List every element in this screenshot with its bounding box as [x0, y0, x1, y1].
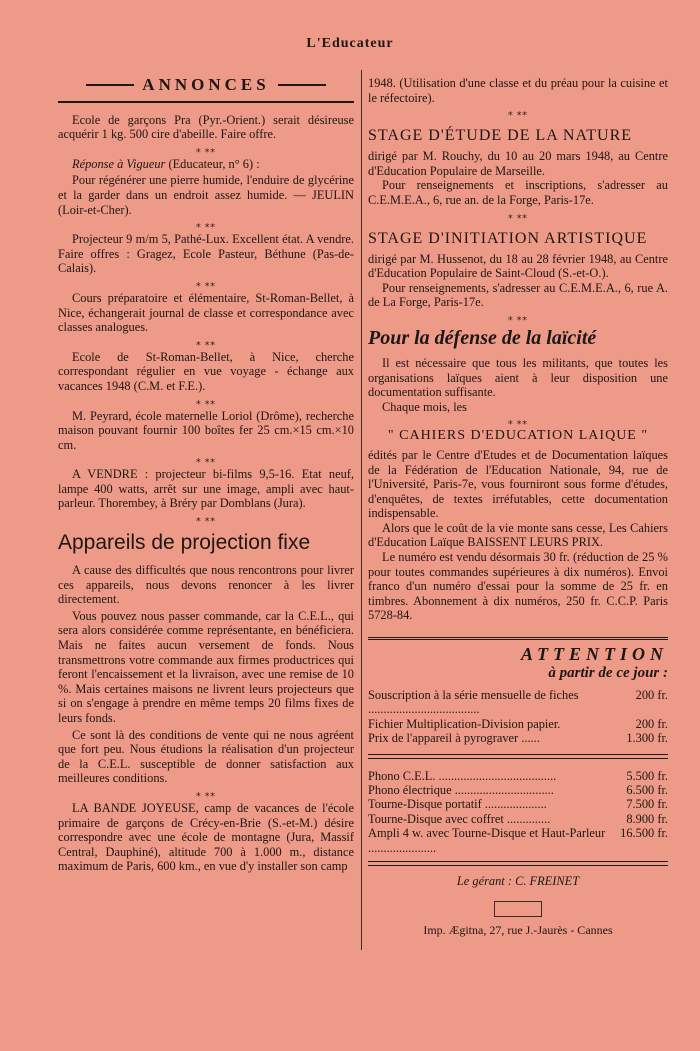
laicite-paragraph: Alors que le coût de la vie monte sans cesse, Les Cahiers d'Education Laïque BAISSENT LEURS PRIX.	[368, 520, 668, 550]
price-row	[368, 783, 668, 797]
stage-art-line: dirigé par M. Hussenot, du 18 au 28 février 1948, au Centre d'Education Populaire de Saint-Cloud (S.-et-O.).	[368, 251, 668, 281]
annonce-item: A VENDRE : projecteur bi-films 9,5-16. Etat neuf, lampe 400 watts, arrêt sur une image, ampli avec haut-parleur. Thorembey, à Bréry par Domblans (Jura).	[58, 467, 354, 511]
separator-stars-icon: ⁎ ⁎⁎	[196, 454, 216, 465]
gerant-line	[368, 874, 668, 889]
bande-joyeuse-text: LA BANDE JOYEUSE, camp de vacances de l'école primaire de garçons de Crécy-en-Brie (S.-et-M.) désire correspondre avec une école de montagne (Jura, Massif Central, Dauphiné), altitude 700 à 1.000 m., distance maximum de Paris, 600 km., en vue d'y installer son camp	[58, 800, 354, 874]
page-header: L'Educateur	[306, 36, 394, 51]
price-value: 5.500 fr.	[626, 768, 668, 783]
left-column	[58, 72, 354, 874]
cahiers-title: " CAHIERS D'EDUCATION LAIQUE "	[387, 428, 649, 444]
separator-stars-icon: ⁎ ⁎⁎	[196, 787, 216, 798]
stage-nature-line: dirigé par M. Rouchy, du 10 au 20 mars 1948, au Centre d'Education Populaire de Marseille.	[368, 149, 668, 178]
annonce-reponse-heading	[58, 157, 354, 172]
price-label: Prix de l'appareil à pyrograver ......	[368, 731, 540, 746]
price-row	[368, 688, 668, 717]
annonce-item: M. Peyrard, école maternelle Loriol (Drôme), recherche maison pouvant fournir 100 boîtes fer 25 cm.×15 cm.×10 cm.	[58, 408, 354, 452]
price-value: 7.500 fr.	[626, 797, 668, 812]
price-row	[368, 717, 668, 731]
annonces-title: ANNONCES	[142, 75, 270, 94]
price-value: 200 fr.	[635, 716, 668, 731]
column-divider	[361, 70, 362, 950]
price-value: 8.900 fr.	[626, 811, 668, 826]
appareils-title: Appareils de projection fixe	[58, 531, 311, 555]
stage-nature-title: STAGE D'ÉTUDE DE LA NATURE	[368, 127, 633, 145]
laicite-paragraph: Il est nécessaire que tous les militants, que toutes les organisations laïques aient à leur disposition une documentation suffisante.	[368, 355, 668, 400]
price-row	[368, 769, 668, 783]
stage-art-title: STAGE D'INITIATION ARTISTIQUE	[368, 229, 648, 247]
annonce-item: Pour régénérer une pierre humide, l'enduire de glycérine et la garder dans un endroit assez humide. — JEULIN (Loir-et-Cher).	[58, 173, 354, 217]
price-label: Phono électrique ................................	[368, 783, 554, 798]
attention-title: ATTENTION	[520, 644, 668, 665]
price-divider	[368, 754, 668, 759]
stage-art-line: Pour renseignements, s'adresser au C.E.M.E.A., 6, rue A. de La Forge, Paris-17e.	[368, 280, 668, 310]
reponse-ref: (Educateur, n° 6) :	[168, 156, 260, 171]
price-label: Tourne-Disque portatif ....................	[368, 797, 547, 812]
appareils-paragraph: A cause des difficultés que nous rencontrons pour livrer ces appareils, nous devons renoncer à les livrer directement.	[58, 563, 354, 607]
attention-box	[368, 637, 668, 937]
price-value: 1.300 fr.	[626, 731, 668, 746]
separator-stars-icon: ⁎ ⁎⁎	[196, 277, 216, 288]
price-row	[368, 826, 668, 855]
price-value: 16.500 fr.	[620, 826, 668, 841]
separator-stars-icon: ⁎ ⁎⁎	[196, 395, 216, 406]
annonce-item: Cours préparatoire et élémentaire, St-Roman-Bellet, à Nice, échangerait journal de classe et correspondance avec classes analogues.	[58, 290, 354, 335]
price-label: Tourne-Disque avec coffret ..............	[368, 811, 551, 826]
separator-stars-icon: ⁎ ⁎⁎	[508, 107, 528, 118]
appareils-paragraph: Vous pouvez nous passer commande, car la C.E.L., qui sera alors considérée comme représentante, en bénéficiera. Mais ne faites aucun versement de fonds. Nous transmettrons votre commande aux firmes productrices qui feront l'encaissement et la livraison, avec une remise de 10 %. Mais certaines maisons ne livrent leurs projecteurs que si on s'engage à prendre en même temps 20 films fixes de leurs fonds.	[58, 608, 354, 725]
separator-stars-icon: ⁎ ⁎⁎	[196, 143, 216, 154]
printer-logo-icon	[494, 901, 542, 917]
price-label: Fichier Multiplication-Division papier.	[368, 716, 561, 731]
laicite-title: Pour la défense de la laïcité	[368, 326, 597, 349]
separator-stars-icon: ⁎ ⁎⁎	[508, 416, 528, 427]
separator-stars-icon: ⁎ ⁎⁎	[196, 219, 216, 230]
laicite-paragraph: Chaque mois, les	[382, 399, 468, 414]
attention-subtitle: à partir de ce jour :	[548, 665, 668, 682]
annonce-item: Projecteur 9 m/m 5, Pathé-Lux. Excellent état. A vendre. Faire offres : Gragez, Ecole Pasteur, Béthune (Pas-de-Calais).	[58, 232, 354, 276]
separator-stars-icon: ⁎ ⁎⁎	[196, 336, 216, 347]
heading-underline	[58, 101, 354, 103]
reponse-title: Réponse à Vigueur	[72, 156, 166, 171]
price-value: 6.500 fr.	[626, 783, 668, 798]
price-label: Souscription à la série mensuelle de fiches ....................................	[368, 688, 579, 717]
stage-nature-line: Pour renseignements et inscriptions, s'adresser au C.E.M.E.A., 6, rue an. de la Forge, Paris-17e.	[368, 178, 668, 207]
right-column	[368, 76, 668, 937]
heading-rule-right	[278, 84, 326, 86]
annonce-item: Ecole de St-Roman-Bellet, à Nice, cherche correspondant régulier en vue voyage - échange aux vacances 1948 (C.M. et F.E.).	[58, 349, 354, 393]
gerant-text: Le gérant : C. FREINET	[456, 874, 580, 889]
separator-stars-icon: ⁎ ⁎⁎	[196, 513, 216, 524]
annonces-heading	[58, 75, 354, 94]
bande-joyeuse-continued: 1948. (Utilisation d'une classe et du préau pour la cuisine et le réfectoire).	[368, 76, 668, 105]
price-row	[368, 812, 668, 826]
appareils-paragraph: Ce sont là des conditions de vente qui ne nous agréent que fort peu. Nous étudions la réalisation d'un projecteur de la C.E.L. susceptible de donner satisfaction aux meilleures conditions.	[58, 727, 354, 786]
heading-rule-left	[86, 84, 134, 86]
price-row	[368, 797, 668, 811]
price-label: Ampli 4 w. avec Tourne-Disque et Haut-Parleur ......................	[368, 826, 606, 855]
laicite-paragraph: édités par le Centre d'Etudes et de Documentation laïques de la Fédération de l'Education Nationale, 94, rue de l'Université, Paris-7e, vous fourniront sous forme d'études, d'enquêtes, de textes irréfutables, cette documentation indispensable.	[368, 447, 668, 521]
laicite-paragraph: Le numéro est vendu désormais 30 fr. (réduction de 25 % pour toutes commandes supérieures à dix numéros). Envoi franco d'un numéro d'essai pour la somme de 25 fr. en timbres. Abonnement à dix numéros, 250 fr. C.C.P. Paris 5728-84.	[368, 550, 668, 623]
separator-stars-icon: ⁎ ⁎⁎	[508, 311, 528, 322]
price-label: Phono C.E.L. ......................................	[368, 768, 557, 783]
imprint-line: Imp. Ægitna, 27, rue J.-Jaurès - Cannes	[423, 922, 613, 937]
footer-divider	[368, 861, 668, 866]
price-row	[368, 731, 668, 745]
price-value: 200 fr.	[635, 688, 668, 703]
separator-stars-icon: ⁎ ⁎⁎	[508, 209, 528, 220]
annonce-item: Ecole de garçons Pra (Pyr.-Orient.) serait désireuse acquérir 1 kg. 500 cire d'abeille. Faire offre.	[58, 112, 354, 142]
